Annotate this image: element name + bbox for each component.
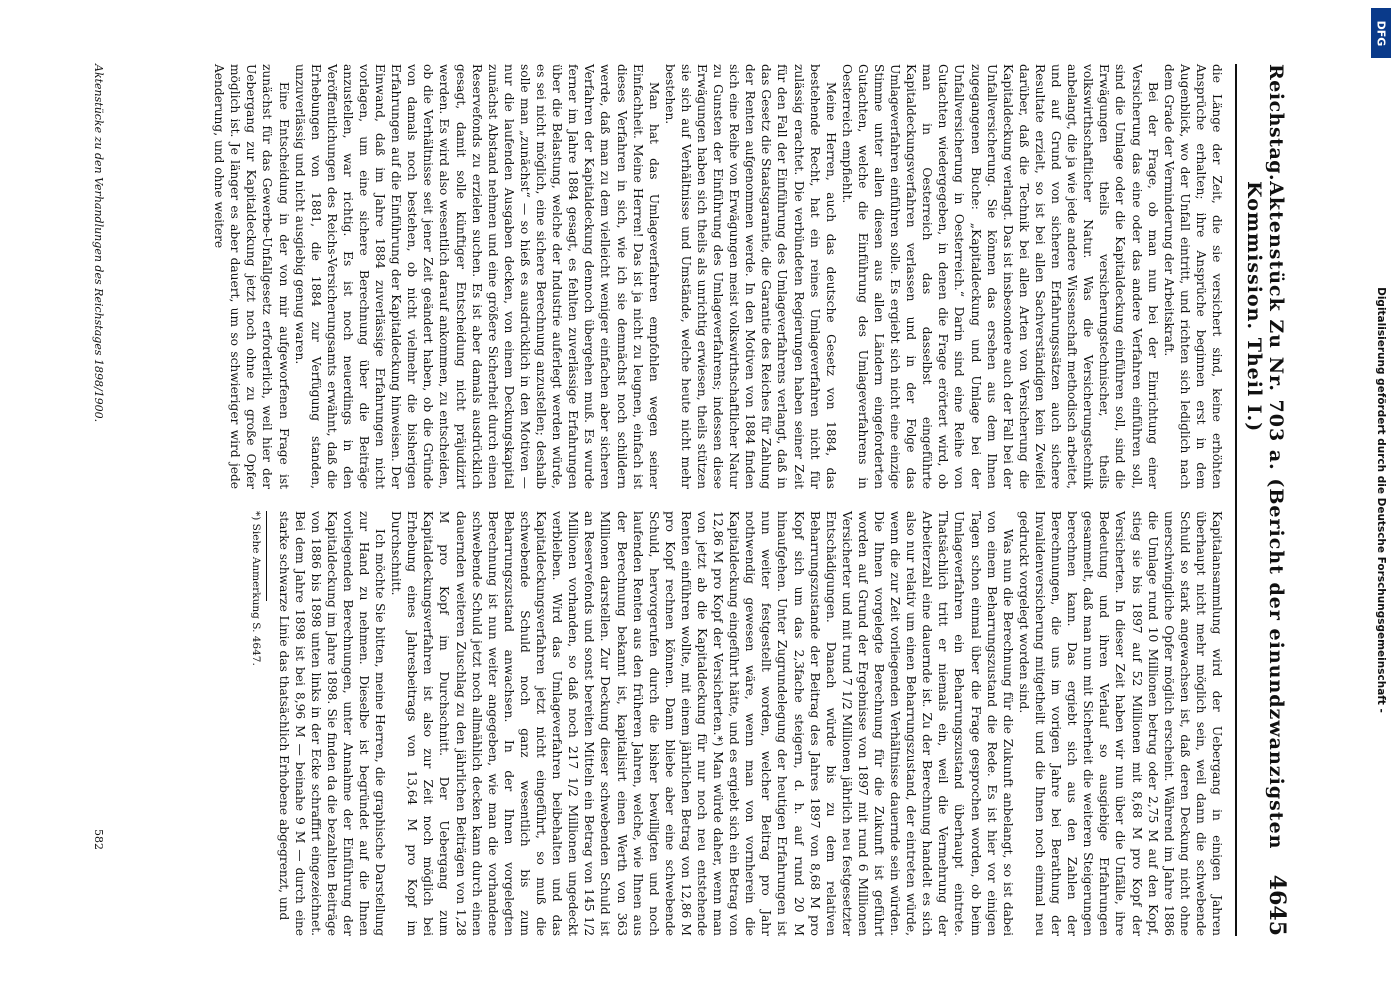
paragraph: Man hat das Umlageverfahren empfohlen wegen seiner Einfachheit. Meine Herren! Das ist ja nicht zu leugnen, einfach ist dieses Verfahren in sich, wie ich sie demnächst noch schildern werde, daß man zu dem vielleicht weniger einfachen aber sicheren Verfahren der Kapitaldeckung dennoch übergehen muß. Es wurde ferner im Jahre 1884 gesagt, es fehlten zuverlässige Erfahrungen über die Belastung, welche der Industrie auferlegt werden würde, es sei nicht möglich, eine sichere Berechnung anzustellen; deshalb solle man „zunächst“ — so hieß es ausdrücklich in den Motiven — nur die laufenden Ausgaben decken, von einem Deckungskapital zunächst Abstand nehmen und eine größere Sicherheit durch einen Reservefonds zu erzielen suchen. Es ist aber damals ausdrücklich gesagt, damit solle künftiger Entscheidung nicht präjudizirt werden. Es wird also wesentlich darauf ankommen, zu entscheiden, ob die Verhältnisse seit jener Zeit geändert haben, ob die Gründe von damals noch bestehen, ob nicht vielmehr die bisherigen Erfahrungen auf die Einführung der Kapitaldeckung hinweisen. Der Einwand, daß im Jahre 1884 zuverlässige Erfahrungen nicht vorlagen, um eine sichere Berechnung über die Beiträge anzustellen, war richtig. Es ist noch neuerdings in den Veröffentlichungen des Reichs-Versicherungsamts erwähnt, daß die Erhebungen von 1881, die 1884 zur Verfügung standen, unzuverlässig und nicht ausgiebig genug waren. <box>292 64 661 489</box>
paragraph: Was nun die Berechnung für die Zukunft anbelangt, so ist dabei von einem Beharrungszustand die Rede. Es ist hier vor einigen Tagen schon einmal über die Frage gesprochen worden, ob beim Umlageverfahren ein Beharrungszustand überhaupt eintrete. Thatsächlich tritt er niemals ein, weil die Vermehrung der Arbeiterzahl eine dauernde ist. Zu der Berechnung handelt es sich also nur relativ um einen Beharrungszustand, der eintreten würde, wenn die zur Zeit vorliegenden Verhältnisse dauernde sein würden. Die Ihnen vorgelegte Berechnung für die Zukunft ist geführt worden auf Grund der Ergebnisse von 1897 mit rund 6 Millionen Versicherter und mit rund 7 1/2 Millionen jährlich neu festgesetzter Entschädigungen. Danach würde bis zu dem relativen Beharrungszustande der Beitrag des Jahres 1897 von 8,68 M pro Kopf sich um das 2,3fache steigern, d. h. auf rund 20 M hinaufgehen. Unter Zugrundelegung der heutigen Erfahrungen ist nun weiter festgestellt worden, welcher Beitrag pro Jahr nothwendig gewesen wäre, wenn man von vornherein die Kapitaldeckung eingeführt hätte, und es ergiebt sich ein Betrag von 12,86 M pro Kopf der Versicherten.*) Man würde daher, wenn man von jetzt ab die Kapitaldeckung für nur noch neu entstehende Renten einführen wollte, mit einem jährlichen Betrag von 12,86 M pro Kopf rechnen können. Dann bliebe aber eine schwebende Schuld, hervorgerufen durch die bisher bewilligten und noch laufenden Renten aus den früheren Jahren, welche, wie Ihnen aus der Berechnung bekannt ist, kapitalisirt einen Werth von 363 Millionen darstellen. Zur Deckung dieser schwebenden Schuld ist an Reservefonds und sonst bereiten Mitteln ein Betrag von 145 1/2 Millionen vorhanden, so daß noch 217 1/2 Millionen ungedeckt verbleiben. Wird das Umlageverfahren beibehalten und das Kapitaldeckungsverfahren jetzt nicht eingeführt, so muß die schwebende Schuld noch ganz wesentlich bis zum Beharrungszustand anwachsen. In der Ihnen vorgelegten Berechnung ist nun weiter angegeben, wie man die vorhandene schwebende Schuld jetzt noch allmählich decken kann durch einen dauernden weiteren Zuschlag zu den jährlichen Beiträgen von 1,28 M pro Kopf im Durchschnitt. Der Uebergang zum Kapitaldeckungsverfahren ist also zur Zeit noch möglich bei Erhebung eines Jahresbeitrags von 13,64 M pro Kopf im Durchschnitt. <box>389 511 1015 936</box>
paragraph: Kapitalansammlung wird der Uebergang in einigen Jahren überhaupt nicht mehr möglich sein, weil dann die schwebende Schuld so stark angewachsen ist, daß deren Deckung nicht ohne unerschwingliche Opfer möglich erscheint. Während im Jahre 1886 die Umlage rund 10 Millionen betrug oder 2,75 M auf den Kopf, stieg sie bis 1897 auf 52 Millionen mit 8,68 M pro Kopf der Versicherten. In dieser Zeit haben wir nun über die Unfälle, ihre Bedeutung und ihren Verlauf so ausgiebige Erfahrungen gesammelt, daß man nun mit Sicherheit die weiteren Steigerungen berechnen kann. Das ergiebt sich aus den Zahlen der Berechnungen, die uns im vorigen Jahre bei Berathung der Invalidenversicherung mitgetheilt und die Ihnen noch einmal neu gedruckt vorgelegt worden sind. <box>1016 511 1224 936</box>
header-page-number: 4645 <box>1264 874 1290 936</box>
page-footer: Aktenstücke zu den Verhandlungen des Reichstages 1898/1900. <box>92 64 105 423</box>
document-page <box>78 30 1318 970</box>
logo-text: DFG <box>1374 20 1388 46</box>
credit-text: Digitalisierung gefördert durch die Deutsche Forschungsgemeinschaft - <box>1375 287 1387 713</box>
paragraph: die Länge der Zeit, die sie versichert sind, keine erhöhten Ansprüche erhalten; ihre Ansprüche beginnen erst in dem Augenblick, wo der Unfall eintritt, und richten sich lediglich nach dem Grade der Verminderung der Arbeitskraft. <box>1161 64 1224 489</box>
paragraph: Meine Herren, auch das deutsche Gesetz von 1884, das bestehende Recht, hat ein reines Umlageverfahren nicht für zulässig erachtet. Die verbündeten Regierungen haben seiner Zeit für den Fall der Einführung des Umlageverfahrens verlangt, daß in das Gesetz die Staatsgarantie, die Garantie des Reiches für Zahlung der Renten aufgenommen werde. In den Motiven von 1884 finden sich eine Reihe von Erwägungen meist volkswirthschaftlicher Natur zu Gunsten der Einführung des Umlageverfahrens; indessen diese Erwägungen haben sich theils als unrichtig erwiesen, theils stützen sie sich auf Verhältnisse und Umstände, welche heute nicht mehr bestehen. <box>662 64 838 489</box>
paragraph: Bei der Frage, ob man nun bei der Einrichtung einer Versicherung das eine oder das andere Verfahren einführen soll, sind die Umlage oder die Kapitaldeckung einführen soll, sind die Erwägungen theils versicherungstechnischer, theils volkswirthschaftlicher Natur. Was die Versicherungstechnik anbelangt, die ja wie jede andere Wissenschaft methodisch arbeitet, und auf Grund von sicheren Erfahrungssätzen auch sichere Resultate erzielt, so ist bei allen Sachverständigen kein Zweifel darüber, daß die Technik bei allen Arten von Versicherung die Kapitaldeckung verlangt. Das ist insbesondere auch der Fall bei der Unfallversicherung. Sie können das ersehen aus dem Ihnen zugegangenen Buche: „Kapitaldeckung und Umlage bei der Unfallversicherung in Oesterreich.“ Darin sind eine Reihe von Gutachten wiedergegeben, in denen die Frage erörtert wird, ob man in Oesterreich das dasselbst eingeführte Kapitaldeckungsverfahren verlassen und in der Folge das Umlageverfahren einführen solle. Es ergiebt sich nicht eine einzige Stimme unter allen diesen aus allen Ländern eingeforderten Gutachten, welche die Einführung des Umlageverfahrens in Oesterreich empfiehlt. <box>839 64 1160 489</box>
paragraph: Ich möchte Sie bitten, meine Herren, die graphische Darstellung zur Hand zu nehmen. Dieselbe ist begründet auf die Ihnen vorliegenden Berechnungen, unter Annahme der Einführung der Kapitaldeckung im Jahre 1898. Sie finden da die bezahlten Beiträge von 1886 bis 1898 unten links in der Ecke schraffirt eingezeichnet. Bei dem Jahre 1898 ist bei 8,96 M — beinahe 9 M — durch eine starke schwarze Linie das thatsächlich Erhobene abgegrenzt, und <box>276 511 388 936</box>
left-column <box>212 64 1225 489</box>
right-column <box>245 511 1225 936</box>
footnote-divider <box>266 511 267 601</box>
digitization-credit <box>1369 0 1393 1000</box>
header-publication: Reichstag. <box>1265 64 1287 182</box>
text-columns <box>212 64 1225 936</box>
footnote: *) Siehe Anmerkung S. 4647. <box>250 511 263 666</box>
header-title: Aktenstück Zu Nr. 703 a. (Bericht der einundzwanzigsten Kommission. Theil I.) <box>1243 181 1287 850</box>
dfg-logo <box>1371 8 1391 58</box>
page-header <box>1235 64 1290 936</box>
paragraph: Eine Entscheidung in der von mir aufgeworfenen Frage ist zunächst für das Gewerbe-Unfallgesetz erforderlich, weil hier der Uebergang zur Kapitaldeckung jetzt noch ohne zu große Opfer möglich ist. Je länger es aber dauert, um so schwieriger wird jede Aenderung, und ohne weitere <box>212 64 291 489</box>
bottom-page-number: 582 <box>92 829 105 850</box>
